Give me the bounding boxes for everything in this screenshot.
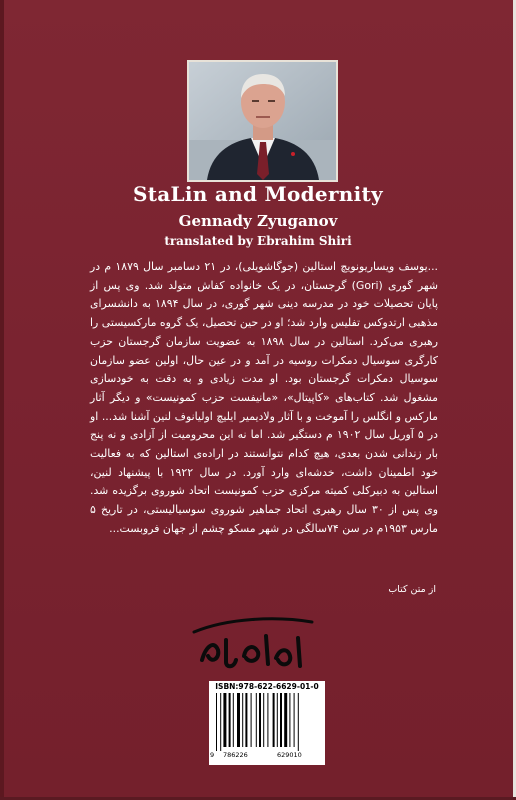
barcode-digits-right: 629010	[277, 751, 302, 759]
publisher-logo	[188, 610, 318, 678]
barcode-bar	[294, 693, 295, 747]
blurb-text: ...یوسف ویساریونویچ استالین (جوگاشویلی)، در ۲۱ دسامبر سال ۱۸۷۹ م در شهر گوری (Gori) گرجستان، در یک خانواده کفاش متولد شد. وی پس از پایان تحصیلات خود در مدرسه دینی شهر گوری، در سال ۱۸۹۴ به دانشسرای مذهبی ارتدوکس تفلیس وارد شد؛ او در حین تحصیل، یک گروه مارکسیستی را رهبری می‌کرد. استالین در سال ۱۸۹۸ به عضویت سازمان گرجستان حزب کارگری سوسیال دمکرات روسیه در آمد و در عین حال، اولین عضو سازمان سوسیال دمکرات گرجستان بود. او مدت زیادی و به دقت به خودسازی مشغول شد. کتاب‌های «کاپیتال»، «مانیفست حزب کمونیست» و دیگر آثار مارکس و انگلس را آموخت و با آثار ولادیمیر ایلیچ اولیانوف لنین آشنا شد... او در ۵ آوریل سال ۱۹۰۲ م دستگیر شد. اما نه این محرومیت از آزادی و نه پنج بار زندانی شدن بعدی، هیچ کدام نتوانستند در اراده‌ی استالین که به فعالیت خود اطمینان داشت، خدشه‌ای وارد آورد. در سال ۱۹۲۲ با پیشنهاد لنین، استالین به دبیرکلی کمیته مرکزی حزب کمونیست اتحاد شوروی برگزیده شد. وی پس از ۳۰ سال رهبری اتحاد جماهیر شوروی سوسیالیستی، در تاریخ ۵ مارس ۱۹۵۳م در سن ۷۴سالگی در شهر مسکو چشم از جهان فروبست...	[90, 260, 438, 535]
barcode-bar	[256, 693, 257, 747]
book-title: StaLin and Modernity	[133, 182, 383, 206]
author-photo	[187, 60, 338, 182]
barcode-bar	[233, 693, 234, 747]
translator-credit: translated by Ebrahim Shiri	[164, 234, 352, 248]
barcode-bar	[267, 693, 268, 747]
barcode-bar	[259, 693, 261, 747]
barcode-bar	[245, 693, 247, 747]
barcode-bars	[214, 693, 320, 751]
barcode-bar	[229, 693, 231, 747]
barcode-bar	[273, 693, 275, 747]
barcode-bar	[216, 693, 217, 751]
barcode-digits-left: 786226	[223, 751, 248, 759]
barcode-bar	[220, 693, 221, 751]
spine-edge	[0, 0, 4, 800]
barcode-bar	[251, 693, 252, 747]
barcode-bar	[237, 693, 240, 747]
barcode-bar	[289, 693, 290, 747]
author-portrait-image	[189, 62, 336, 180]
publisher-logo-mark	[188, 610, 318, 678]
barcode-bar	[242, 693, 243, 747]
barcode-bar	[284, 693, 287, 747]
isbn-barcode	[209, 681, 325, 765]
barcode-bar	[223, 693, 226, 747]
barcode-bar	[298, 693, 299, 751]
barcode-first-digit: 9	[210, 751, 215, 759]
barcode-bar	[277, 693, 278, 747]
blurb-source: از متن کتاب	[388, 584, 436, 595]
barcode-bar	[280, 693, 282, 747]
barcode-bar	[263, 693, 264, 747]
author-name: Gennady Zyuganov	[178, 212, 338, 230]
isbn-number: ISBN:978-622-6629-01-0	[215, 682, 319, 691]
